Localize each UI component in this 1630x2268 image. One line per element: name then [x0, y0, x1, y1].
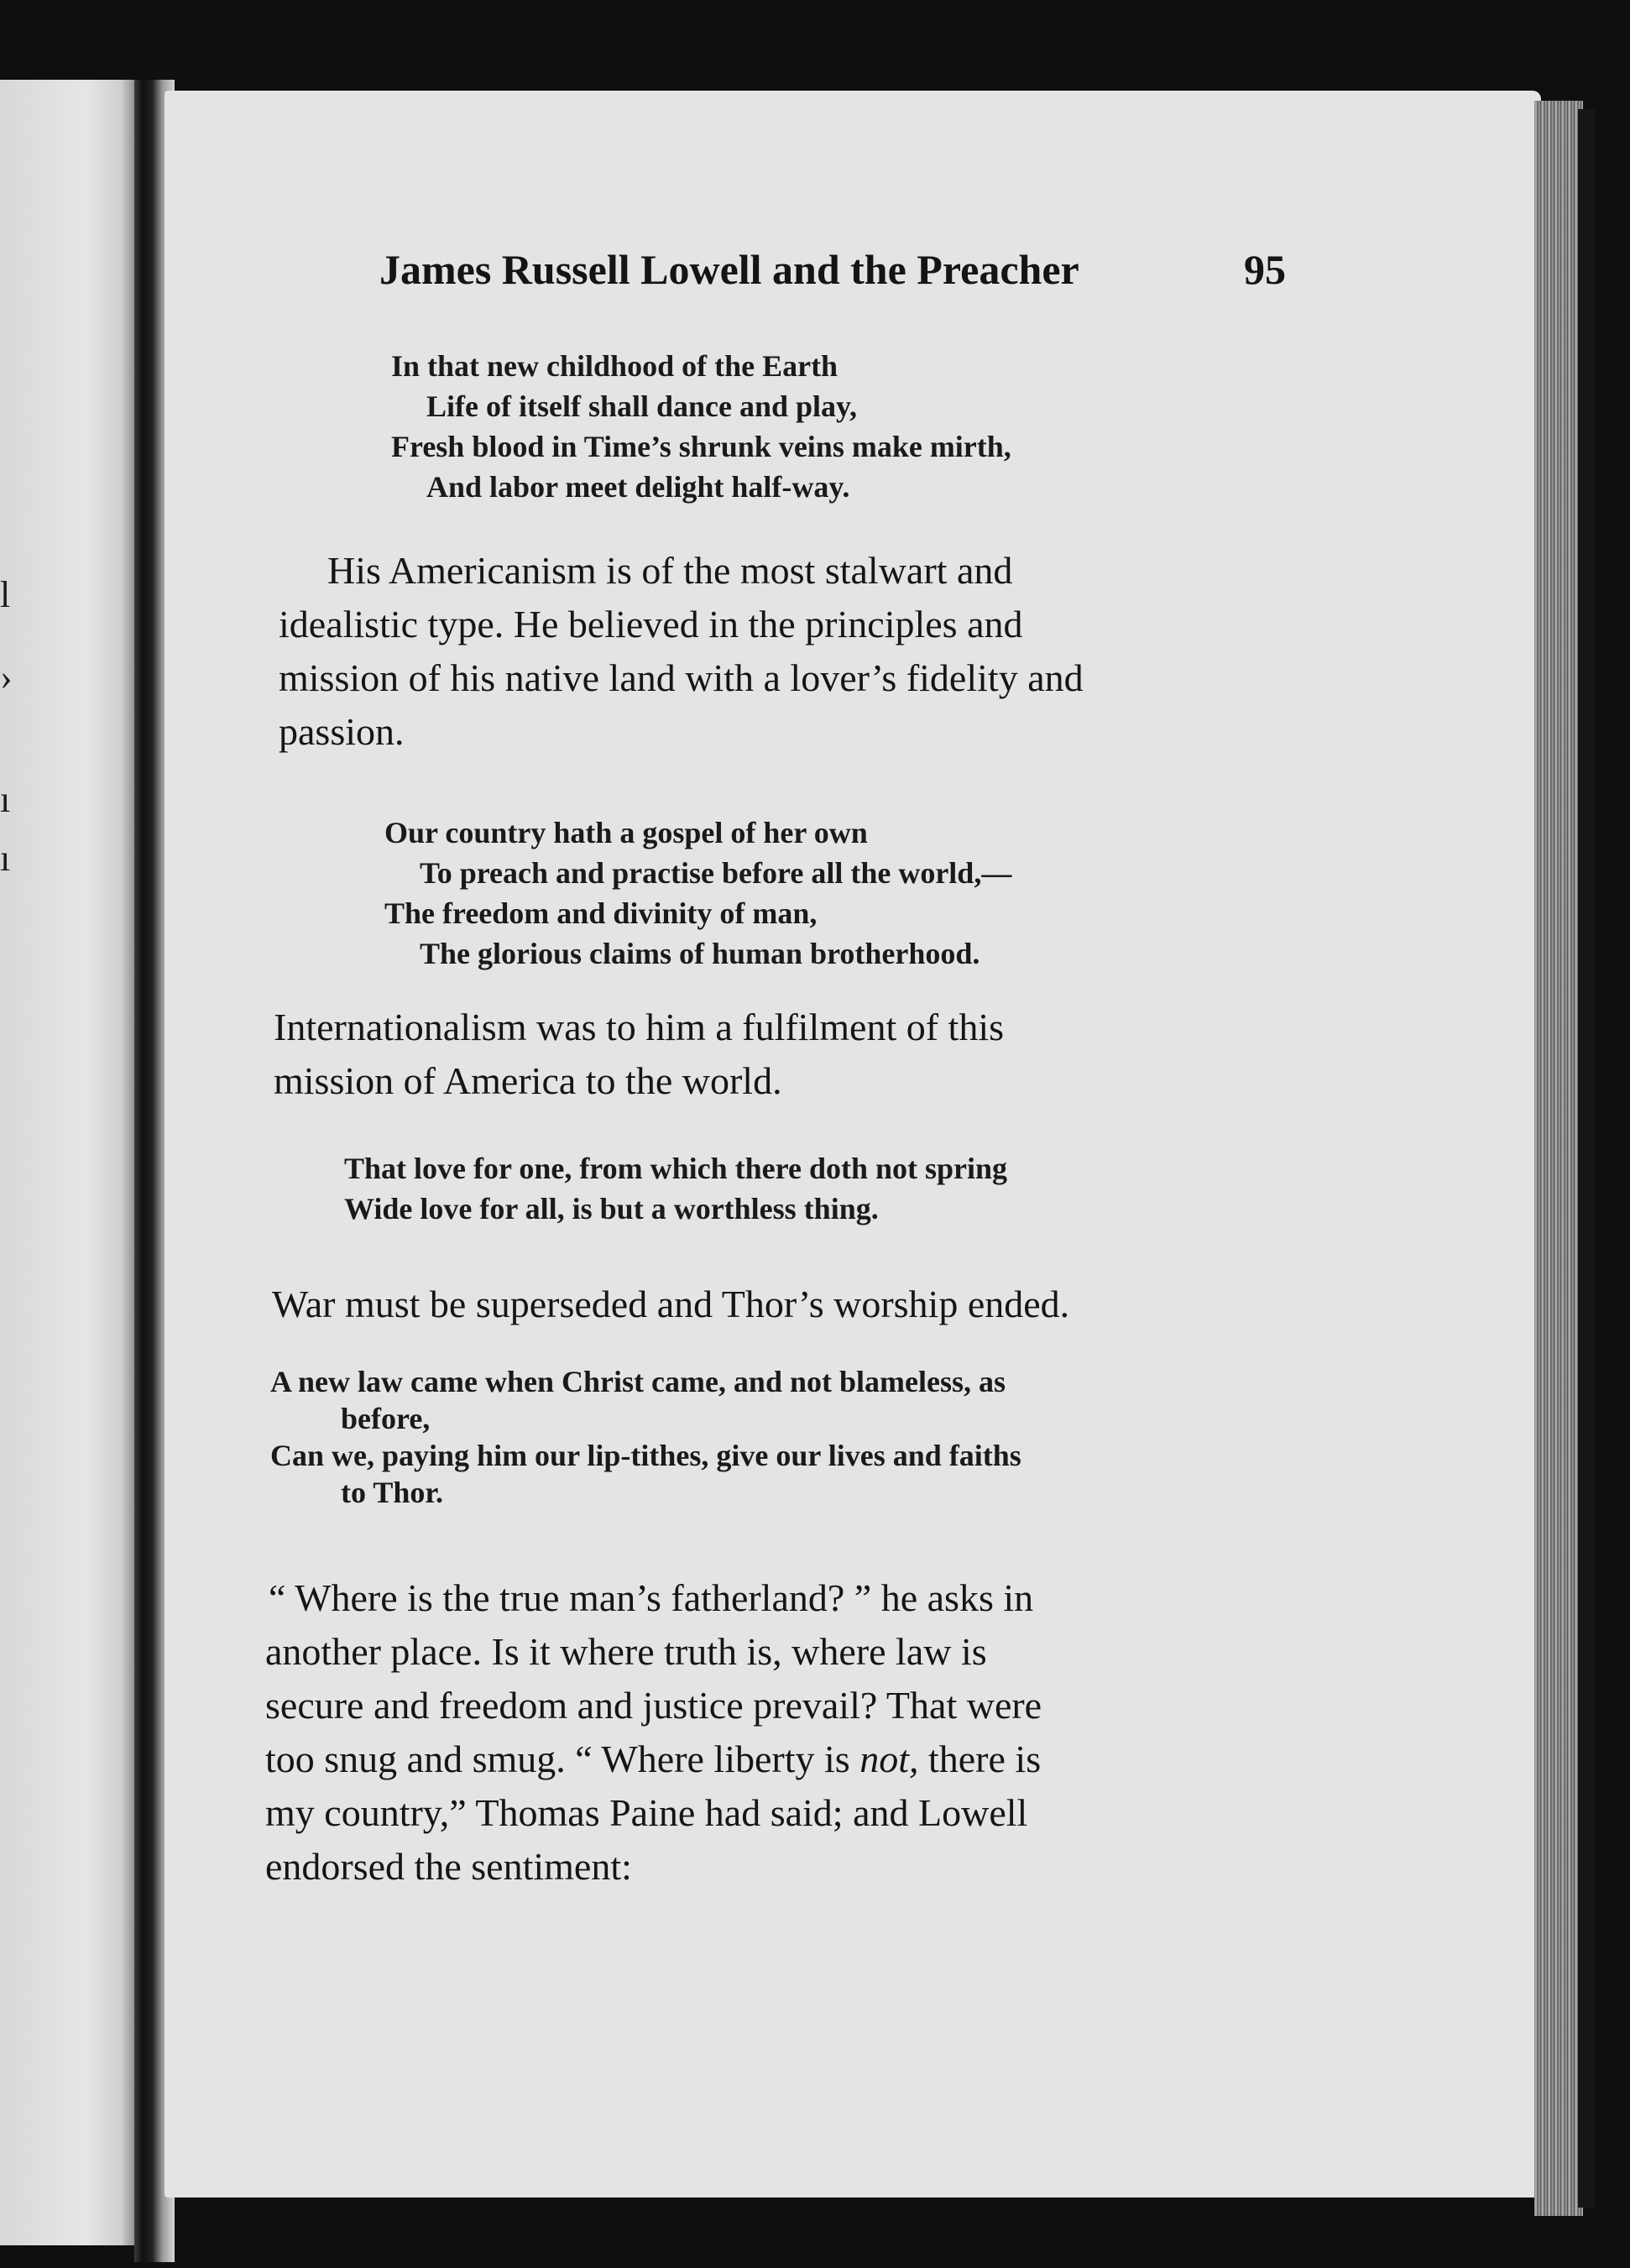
- paragraph-line-text: there is: [918, 1738, 1042, 1780]
- verse-line: Fresh blood in Time’s shrunk veins make mirth,: [391, 430, 1011, 463]
- verse-line: The freedom and divinity of man,: [384, 896, 818, 930]
- paragraph-line: another place. Is it where truth is, where law is: [265, 1630, 987, 1673]
- verse-line: And labor meet delight half-way.: [426, 470, 850, 504]
- verse-quotation: [270, 1363, 1261, 1511]
- verse-line: That love for one, from which there doth not spring: [344, 1152, 1008, 1185]
- emphasized-word: not,: [859, 1738, 919, 1780]
- previous-page-edge: [0, 80, 143, 2245]
- verse-line: before,: [341, 1402, 431, 1435]
- previous-page-fragment: l: [0, 574, 11, 615]
- paragraph-line: [279, 544, 1274, 598]
- paragraph-line: my country,” Thomas Paine had said; and Lowell: [265, 1791, 1028, 1834]
- paragraph-line-text: too snug and smug. “ Where liberty is: [265, 1738, 860, 1780]
- paragraph-line-text: His Americanism is of the most stalwart and: [327, 549, 1013, 592]
- book-cover-edge: [1578, 109, 1595, 2208]
- paragraph-line: [265, 1732, 1264, 1786]
- verse-quotation: [391, 346, 1011, 507]
- verse-quotation: [384, 813, 1011, 974]
- paragraph-line: mission of his native land with a lover’s fidelity and: [279, 656, 1084, 699]
- verse-quotation: [344, 1148, 1007, 1229]
- body-paragraph: [274, 1001, 1272, 1108]
- paragraph-line: endorsed the sentiment:: [265, 1845, 632, 1888]
- body-paragraph: [279, 544, 1274, 759]
- body-paragraph: [265, 1571, 1264, 1894]
- verse-line: Can we, paying him our lip-tithes, give our lives and faiths: [270, 1439, 1021, 1472]
- paragraph-line: Internationalism was to him a fulfilment of this: [274, 1006, 1005, 1048]
- paragraph-line: idealistic type. He believed in the principles and: [279, 603, 1023, 645]
- verse-line: A new law came when Christ came, and not blameless, as: [270, 1365, 1006, 1398]
- paragraph-line: passion.: [279, 710, 405, 753]
- running-head: [379, 245, 1286, 304]
- verse-line: Our country hath a gospel of her own: [384, 816, 868, 849]
- running-head-title: James Russell Lowell and the Preacher: [379, 246, 1079, 293]
- body-paragraph: [272, 1278, 1271, 1331]
- paragraph-line: secure and freedom and justice prevail? That were: [265, 1684, 1042, 1727]
- verse-line: The glorious claims of human brotherhood.: [420, 937, 980, 970]
- paragraph-line: War must be superseded and Thor’s worship ended.: [272, 1283, 1070, 1325]
- verse-line: Life of itself shall dance and play,: [426, 389, 858, 423]
- verse-line: to Thor.: [341, 1476, 444, 1509]
- page-number: 95: [1244, 246, 1286, 293]
- previous-page-fragment: ı: [0, 779, 11, 820]
- verse-line: To preach and practise before all the world,—: [420, 856, 1012, 890]
- verse-line: In that new childhood of the Earth: [391, 349, 839, 383]
- previous-page-fragment: ›: [0, 656, 13, 698]
- verse-line: Wide love for all, is but a worthless thing.: [344, 1192, 879, 1225]
- paragraph-line: mission of America to the world.: [274, 1059, 782, 1102]
- paragraph-line: “ Where is the true man’s fatherland? ” he asks in: [269, 1576, 1034, 1619]
- page-block-edges: [1534, 101, 1583, 2216]
- previous-page-fragment: ı: [0, 838, 11, 879]
